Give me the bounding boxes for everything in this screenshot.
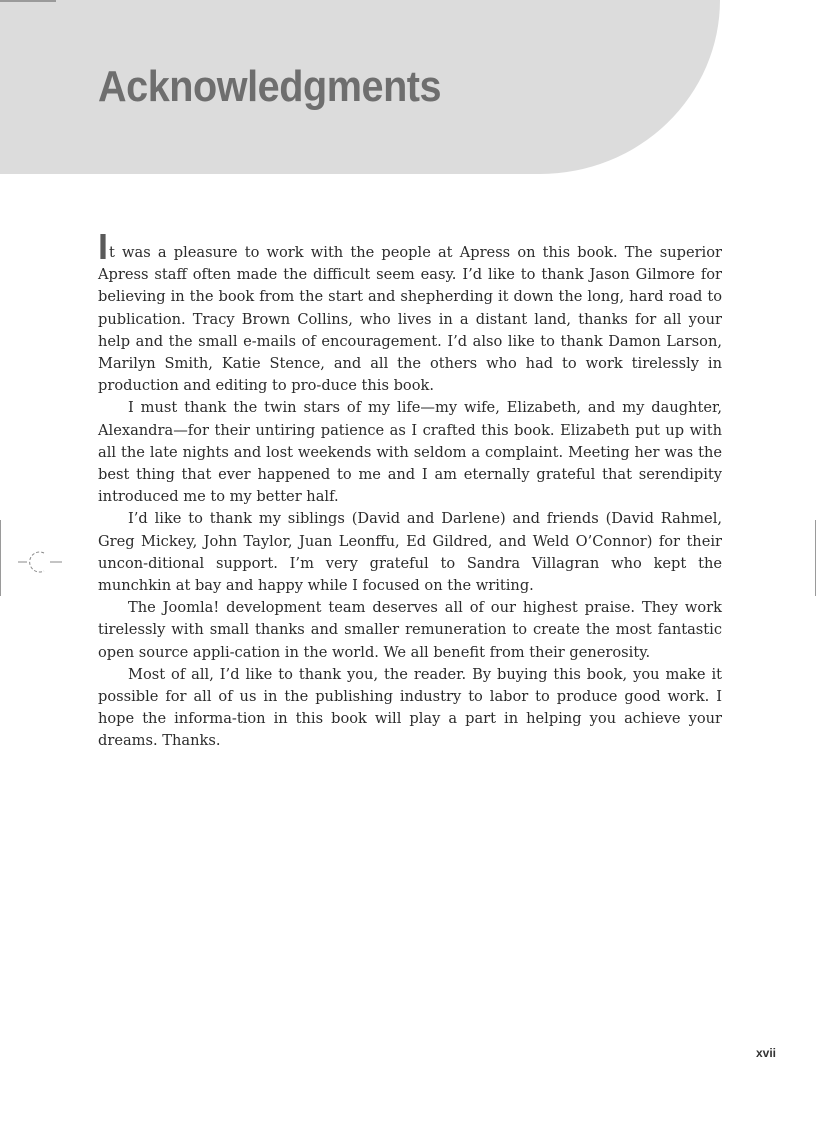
registration-mark-icon <box>18 549 64 575</box>
paragraph-2: I must thank the twin stars of my life—my wife, Elizabeth, and my daughter, Alexandra—for their untiring patience as I crafted this book. Elizabeth put up with all the late nights and lost weekends with seldom a complaint. Meeting her was the best thing that ever happened to me and I am eternally grateful that serendipity introduced me to my better half. <box>98 399 722 506</box>
chapter-title: Acknowledgments <box>98 62 442 111</box>
chapter-body <box>98 226 722 753</box>
page-number: xvii <box>755 1046 776 1060</box>
paragraph-4: The Joomla! development team deserves all of our highest praise. They work tirelessly with small thanks and smaller remuneration to create the most fantastic open source appli-cation in the world. We all benefit from their generosity. <box>98 599 722 661</box>
paragraph-3: I’d like to thank my siblings (David and Darlene) and friends (David Rahmel, Greg Mickey, John Taylor, Juan Leonffu, Ed Gildred, and Weld O’Connor) for their uncon-ditional support. I’m very grateful to Sandra Villagran who kept the munchkin at bay and happy while I focused on the writing. <box>98 510 722 595</box>
paragraph-1-text: t was a pleasure to work with the people at Apress on this book. The superior Apress staff often made the difficult seem easy. I’d like to thank Jason Gilmore for believing in the book from the start and shepherding it down the long, hard road to publication. Tracy Brown Collins, who lives in a distant land, thanks for all your help and the small e-mails of encouragement. I’d also like to thank Damon Larson, Marilyn Smith, Katie Stence, and all the others who had to work tirelessly in production and editing to pro-duce this book. <box>98 244 722 395</box>
top-rule <box>0 0 56 2</box>
paragraph-1 <box>98 226 722 397</box>
drop-cap: I <box>98 226 109 267</box>
crop-mark-left <box>0 520 1 596</box>
paragraph-5: Most of all, I’d like to thank you, the reader. By buying this book, you make it possible for all of us in the publishing industry to labor to produce good work. I hope the informa-tion in this book will play a part in helping you achieve your dreams. Thanks. <box>98 665 722 750</box>
